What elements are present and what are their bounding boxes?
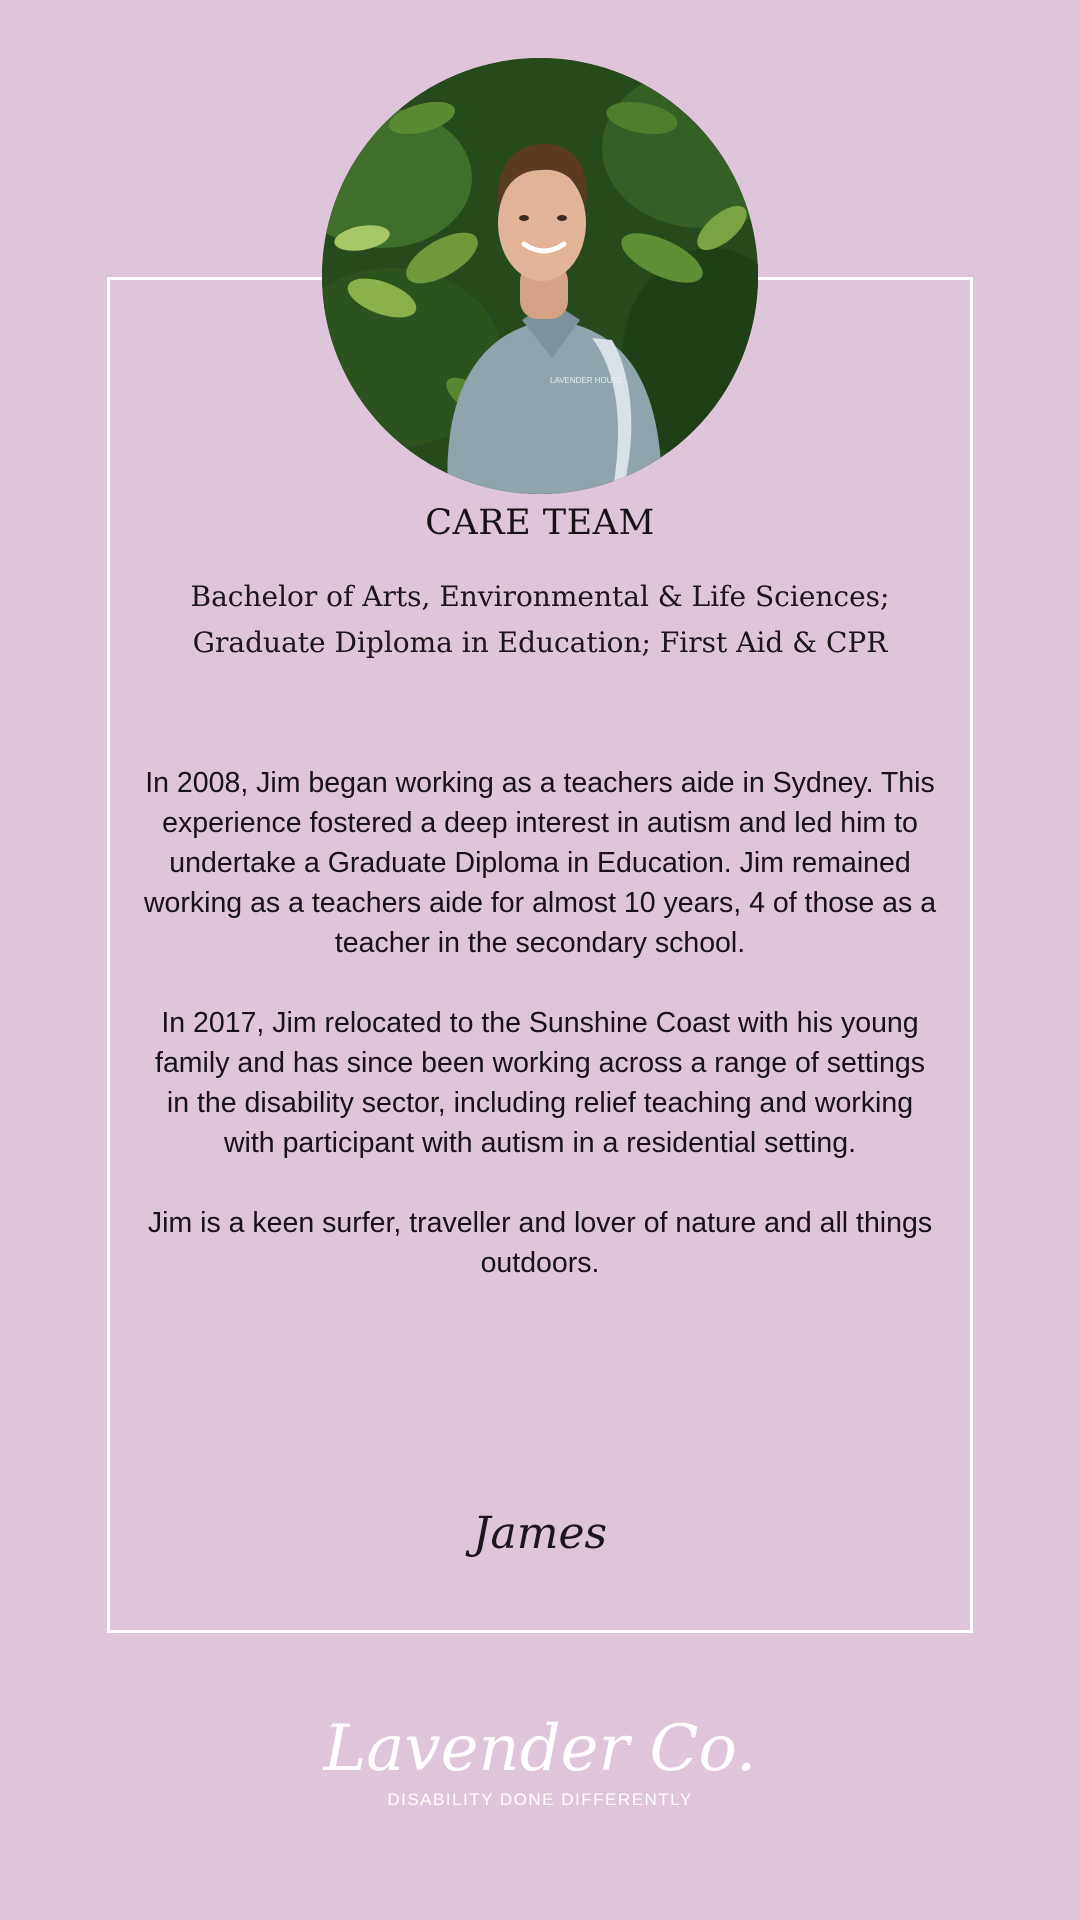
bio-text	[140, 763, 940, 1323]
signature: James	[472, 1508, 608, 1559]
brand-name: Lavender Co.	[323, 1712, 757, 1786]
role-title: CARE TEAM	[425, 503, 655, 543]
brand-tagline: DISABILITY DONE DIFFERENTLY	[387, 1790, 693, 1809]
brand-logo	[0, 1712, 1080, 1810]
qualification-line: Graduate Diploma in Education; First Aid & CPR	[192, 626, 888, 659]
qualification-line: Bachelor of Arts, Environmental & Life Sciences;	[190, 580, 890, 613]
shirt-logo-text: LAVENDER HOUSE	[550, 376, 624, 385]
bio-paragraph: Jim is a keen surfer, traveller and lover of nature and all things outdoors.	[147, 1207, 933, 1279]
bio-paragraph: In 2008, Jim began working as a teachers aide in Sydney. This experience fostered a deep interest in autism and led him to undertake a Graduate Diploma in Education. Jim remained working as a teachers aide for almost 10 years, 4 of those as a teacher in the secondary school.	[143, 767, 937, 959]
profile-photo	[322, 58, 758, 494]
bio-paragraph: In 2017, Jim relocated to the Sunshine Coast with his young family and has since been working across a range of settings in the disability sector, including relief teaching and working with participant with autism in a residential setting.	[155, 1007, 925, 1159]
qualifications	[0, 574, 1080, 666]
